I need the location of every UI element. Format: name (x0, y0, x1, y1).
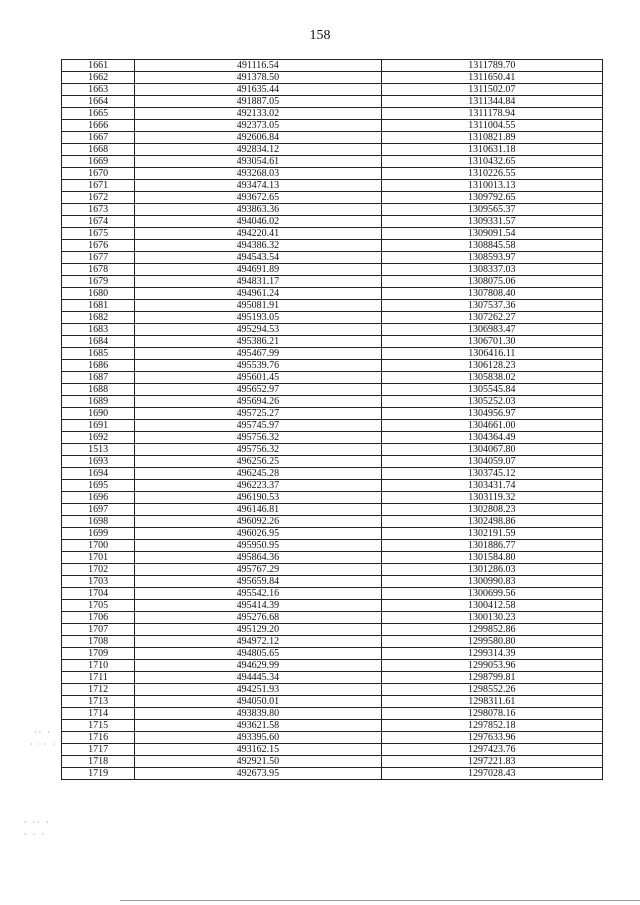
coordinates-table (61, 59, 603, 780)
x-coordinate-cell: 491887.05 (135, 96, 381, 108)
x-coordinate-cell: 495386.21 (135, 336, 381, 348)
table-row (62, 180, 603, 192)
table-row (62, 144, 603, 156)
point-number-cell: 1701 (62, 552, 135, 564)
y-coordinate-cell: 1304059.07 (381, 456, 602, 468)
point-number-cell: 1708 (62, 636, 135, 648)
table-row (62, 672, 603, 684)
point-number-cell: 1675 (62, 228, 135, 240)
x-coordinate-cell: 496256.25 (135, 456, 381, 468)
point-number-cell: 1702 (62, 564, 135, 576)
y-coordinate-cell: 1298311.61 (381, 696, 602, 708)
y-coordinate-cell: 1308845.58 (381, 240, 602, 252)
table-row (62, 372, 603, 384)
y-coordinate-cell: 1302808.23 (381, 504, 602, 516)
point-number-cell: 1704 (62, 588, 135, 600)
table-row (62, 156, 603, 168)
margin-mark: · ·· · (24, 818, 51, 827)
table-row (62, 744, 603, 756)
y-coordinate-cell: 1311502.07 (381, 84, 602, 96)
x-coordinate-cell: 493621.58 (135, 720, 381, 732)
y-coordinate-cell: 1301584.80 (381, 552, 602, 564)
x-coordinate-cell: 495193.05 (135, 312, 381, 324)
table-row (62, 420, 603, 432)
point-number-cell: 1677 (62, 252, 135, 264)
point-number-cell: 1693 (62, 456, 135, 468)
x-coordinate-cell: 495542.16 (135, 588, 381, 600)
table-row (62, 96, 603, 108)
table-row (62, 456, 603, 468)
point-number-cell: 1696 (62, 492, 135, 504)
y-coordinate-cell: 1310013.13 (381, 180, 602, 192)
table-row (62, 516, 603, 528)
y-coordinate-cell: 1303431.74 (381, 480, 602, 492)
y-coordinate-cell: 1303745.12 (381, 468, 602, 480)
point-number-cell: 1703 (62, 576, 135, 588)
y-coordinate-cell: 1310631.18 (381, 144, 602, 156)
table-row (62, 228, 603, 240)
point-number-cell: 1691 (62, 420, 135, 432)
point-number-cell: 1680 (62, 288, 135, 300)
point-number-cell: 1682 (62, 312, 135, 324)
y-coordinate-cell: 1311789.70 (381, 60, 602, 72)
table-row (62, 408, 603, 420)
y-coordinate-cell: 1308075.06 (381, 276, 602, 288)
point-number-cell: 1706 (62, 612, 135, 624)
x-coordinate-cell: 493162.15 (135, 744, 381, 756)
y-coordinate-cell: 1297852.18 (381, 720, 602, 732)
y-coordinate-cell: 1311004.55 (381, 120, 602, 132)
y-coordinate-cell: 1303119.32 (381, 492, 602, 504)
table-row (62, 600, 603, 612)
y-coordinate-cell: 1304364.49 (381, 432, 602, 444)
table-row (62, 300, 603, 312)
x-coordinate-cell: 495767.29 (135, 564, 381, 576)
y-coordinate-cell: 1310432.65 (381, 156, 602, 168)
table-row (62, 384, 603, 396)
point-number-cell: 1684 (62, 336, 135, 348)
table-row (62, 756, 603, 768)
y-coordinate-cell: 1304661.00 (381, 420, 602, 432)
table-row (62, 612, 603, 624)
x-coordinate-cell: 495539.76 (135, 360, 381, 372)
x-coordinate-cell: 495467.99 (135, 348, 381, 360)
y-coordinate-cell: 1300412.58 (381, 600, 602, 612)
point-number-cell: 1672 (62, 192, 135, 204)
y-coordinate-cell: 1297221.83 (381, 756, 602, 768)
x-coordinate-cell: 495414.39 (135, 600, 381, 612)
margin-mark: ·· · (34, 728, 52, 737)
y-coordinate-cell: 1299314.39 (381, 648, 602, 660)
table-row (62, 720, 603, 732)
margin-mark: · · · (24, 830, 46, 839)
x-coordinate-cell: 495950.95 (135, 540, 381, 552)
point-number-cell: 1697 (62, 504, 135, 516)
table-row (62, 312, 603, 324)
table-row (62, 168, 603, 180)
point-number-cell: 1686 (62, 360, 135, 372)
x-coordinate-cell: 495694.26 (135, 396, 381, 408)
point-number-cell: 1689 (62, 396, 135, 408)
x-coordinate-cell: 494972.12 (135, 636, 381, 648)
point-number-cell: 1681 (62, 300, 135, 312)
x-coordinate-cell: 494805.65 (135, 648, 381, 660)
y-coordinate-cell: 1304956.97 (381, 408, 602, 420)
point-number-cell: 1715 (62, 720, 135, 732)
x-coordinate-cell: 495652.97 (135, 384, 381, 396)
x-coordinate-cell: 495864.36 (135, 552, 381, 564)
x-coordinate-cell: 492373.05 (135, 120, 381, 132)
x-coordinate-cell: 496223.37 (135, 480, 381, 492)
point-number-cell: 1674 (62, 216, 135, 228)
x-coordinate-cell: 495659.84 (135, 576, 381, 588)
y-coordinate-cell: 1306983.47 (381, 324, 602, 336)
point-number-cell: 1707 (62, 624, 135, 636)
point-number-cell: 1513 (62, 444, 135, 456)
x-coordinate-cell: 491378.50 (135, 72, 381, 84)
x-coordinate-cell: 494445.34 (135, 672, 381, 684)
point-number-cell: 1667 (62, 132, 135, 144)
table-row (62, 528, 603, 540)
x-coordinate-cell: 495601.45 (135, 372, 381, 384)
y-coordinate-cell: 1308593.97 (381, 252, 602, 264)
y-coordinate-cell: 1299852.86 (381, 624, 602, 636)
table-row (62, 84, 603, 96)
table-row (62, 336, 603, 348)
y-coordinate-cell: 1298552.26 (381, 684, 602, 696)
x-coordinate-cell: 496245.28 (135, 468, 381, 480)
point-number-cell: 1695 (62, 480, 135, 492)
point-number-cell: 1716 (62, 732, 135, 744)
margin-mark: · ·· · (30, 740, 57, 749)
y-coordinate-cell: 1309331.57 (381, 216, 602, 228)
y-coordinate-cell: 1297423.76 (381, 744, 602, 756)
table-row (62, 636, 603, 648)
x-coordinate-cell: 492673.95 (135, 768, 381, 780)
y-coordinate-cell: 1298078.16 (381, 708, 602, 720)
x-coordinate-cell: 493839.80 (135, 708, 381, 720)
x-coordinate-cell: 496092.26 (135, 516, 381, 528)
x-coordinate-cell: 494691.89 (135, 264, 381, 276)
x-coordinate-cell: 493054.61 (135, 156, 381, 168)
point-number-cell: 1671 (62, 180, 135, 192)
point-number-cell: 1678 (62, 264, 135, 276)
y-coordinate-cell: 1305252.03 (381, 396, 602, 408)
table-row (62, 768, 603, 780)
table-row (62, 660, 603, 672)
y-coordinate-cell: 1298799.81 (381, 672, 602, 684)
table-row (62, 348, 603, 360)
point-number-cell: 1664 (62, 96, 135, 108)
table-row (62, 108, 603, 120)
y-coordinate-cell: 1304067.80 (381, 444, 602, 456)
page-number: 158 (309, 28, 331, 43)
point-number-cell: 1685 (62, 348, 135, 360)
x-coordinate-cell: 494629.99 (135, 660, 381, 672)
x-coordinate-cell: 493863.36 (135, 204, 381, 216)
point-number-cell: 1694 (62, 468, 135, 480)
table-row (62, 576, 603, 588)
table-row (62, 504, 603, 516)
point-number-cell: 1670 (62, 168, 135, 180)
table-row (62, 708, 603, 720)
x-coordinate-cell: 495276.68 (135, 612, 381, 624)
table-row (62, 288, 603, 300)
point-number-cell: 1713 (62, 696, 135, 708)
table-row (62, 432, 603, 444)
table-row (62, 192, 603, 204)
point-number-cell: 1688 (62, 384, 135, 396)
table-row (62, 240, 603, 252)
table-row (62, 552, 603, 564)
point-number-cell: 1705 (62, 600, 135, 612)
table-row (62, 468, 603, 480)
point-number-cell: 1712 (62, 684, 135, 696)
y-coordinate-cell: 1305545.84 (381, 384, 602, 396)
y-coordinate-cell: 1297633.96 (381, 732, 602, 744)
x-coordinate-cell: 495081.91 (135, 300, 381, 312)
y-coordinate-cell: 1309565.37 (381, 204, 602, 216)
point-number-cell: 1709 (62, 648, 135, 660)
point-number-cell: 1662 (62, 72, 135, 84)
table-row (62, 648, 603, 660)
x-coordinate-cell: 492606.84 (135, 132, 381, 144)
y-coordinate-cell: 1308337.03 (381, 264, 602, 276)
table-row (62, 624, 603, 636)
table-row (62, 216, 603, 228)
table-row (62, 264, 603, 276)
point-number-cell: 1710 (62, 660, 135, 672)
table-row (62, 696, 603, 708)
table-row (62, 540, 603, 552)
point-number-cell: 1698 (62, 516, 135, 528)
table-row (62, 492, 603, 504)
table-row (62, 684, 603, 696)
y-coordinate-cell: 1299053.96 (381, 660, 602, 672)
y-coordinate-cell: 1309091.54 (381, 228, 602, 240)
y-coordinate-cell: 1300699.56 (381, 588, 602, 600)
table-row (62, 276, 603, 288)
y-coordinate-cell: 1300130.23 (381, 612, 602, 624)
y-coordinate-cell: 1307262.27 (381, 312, 602, 324)
x-coordinate-cell: 491635.44 (135, 84, 381, 96)
y-coordinate-cell: 1309792.65 (381, 192, 602, 204)
y-coordinate-cell: 1307537.36 (381, 300, 602, 312)
x-coordinate-cell: 493672.65 (135, 192, 381, 204)
point-number-cell: 1661 (62, 60, 135, 72)
table-row (62, 480, 603, 492)
table-row (62, 324, 603, 336)
y-coordinate-cell: 1300990.83 (381, 576, 602, 588)
y-coordinate-cell: 1311344.84 (381, 96, 602, 108)
table-row (62, 120, 603, 132)
x-coordinate-cell: 496026.95 (135, 528, 381, 540)
x-coordinate-cell: 493395.60 (135, 732, 381, 744)
table-row (62, 132, 603, 144)
point-number-cell: 1679 (62, 276, 135, 288)
x-coordinate-cell: 494050.01 (135, 696, 381, 708)
point-number-cell: 1690 (62, 408, 135, 420)
y-coordinate-cell: 1299580.80 (381, 636, 602, 648)
y-coordinate-cell: 1310821.89 (381, 132, 602, 144)
point-number-cell: 1692 (62, 432, 135, 444)
point-number-cell: 1668 (62, 144, 135, 156)
table-row (62, 204, 603, 216)
point-number-cell: 1669 (62, 156, 135, 168)
point-number-cell: 1666 (62, 120, 135, 132)
table-row (62, 444, 603, 456)
table-row (62, 588, 603, 600)
x-coordinate-cell: 494961.24 (135, 288, 381, 300)
table-row (62, 732, 603, 744)
y-coordinate-cell: 1302498.86 (381, 516, 602, 528)
table-row (62, 360, 603, 372)
x-coordinate-cell: 493474.13 (135, 180, 381, 192)
point-number-cell: 1700 (62, 540, 135, 552)
point-number-cell: 1717 (62, 744, 135, 756)
x-coordinate-cell: 496146.81 (135, 504, 381, 516)
table-row (62, 60, 603, 72)
y-coordinate-cell: 1305838.02 (381, 372, 602, 384)
table-row (62, 252, 603, 264)
x-coordinate-cell: 495745.97 (135, 420, 381, 432)
x-coordinate-cell: 495756.32 (135, 444, 381, 456)
x-coordinate-cell: 492834.12 (135, 144, 381, 156)
x-coordinate-cell: 495129.20 (135, 624, 381, 636)
point-number-cell: 1711 (62, 672, 135, 684)
table-body (62, 60, 603, 780)
table-row (62, 72, 603, 84)
x-coordinate-cell: 494251.93 (135, 684, 381, 696)
point-number-cell: 1663 (62, 84, 135, 96)
x-coordinate-cell: 494220.41 (135, 228, 381, 240)
point-number-cell: 1718 (62, 756, 135, 768)
x-coordinate-cell: 495756.32 (135, 432, 381, 444)
point-number-cell: 1676 (62, 240, 135, 252)
x-coordinate-cell: 495725.27 (135, 408, 381, 420)
point-number-cell: 1673 (62, 204, 135, 216)
x-coordinate-cell: 494386.32 (135, 240, 381, 252)
point-number-cell: 1665 (62, 108, 135, 120)
x-coordinate-cell: 491116.54 (135, 60, 381, 72)
y-coordinate-cell: 1306701.30 (381, 336, 602, 348)
point-number-cell: 1714 (62, 708, 135, 720)
point-number-cell: 1699 (62, 528, 135, 540)
table-row (62, 396, 603, 408)
y-coordinate-cell: 1311178.94 (381, 108, 602, 120)
y-coordinate-cell: 1301886.77 (381, 540, 602, 552)
y-coordinate-cell: 1301286.03 (381, 564, 602, 576)
x-coordinate-cell: 494046.02 (135, 216, 381, 228)
y-coordinate-cell: 1306128.23 (381, 360, 602, 372)
point-number-cell: 1687 (62, 372, 135, 384)
y-coordinate-cell: 1307808.40 (381, 288, 602, 300)
x-coordinate-cell: 496190.53 (135, 492, 381, 504)
point-number-cell: 1683 (62, 324, 135, 336)
x-coordinate-cell: 494543.54 (135, 252, 381, 264)
y-coordinate-cell: 1306416.11 (381, 348, 602, 360)
point-number-cell: 1719 (62, 768, 135, 780)
y-coordinate-cell: 1302191.59 (381, 528, 602, 540)
x-coordinate-cell: 492921.50 (135, 756, 381, 768)
x-coordinate-cell: 492133.02 (135, 108, 381, 120)
scan-edge-line (120, 900, 640, 901)
x-coordinate-cell: 493268.03 (135, 168, 381, 180)
y-coordinate-cell: 1310226.55 (381, 168, 602, 180)
x-coordinate-cell: 495294.53 (135, 324, 381, 336)
x-coordinate-cell: 494831.17 (135, 276, 381, 288)
y-coordinate-cell: 1297028.43 (381, 768, 602, 780)
y-coordinate-cell: 1311650.41 (381, 72, 602, 84)
table-row (62, 564, 603, 576)
